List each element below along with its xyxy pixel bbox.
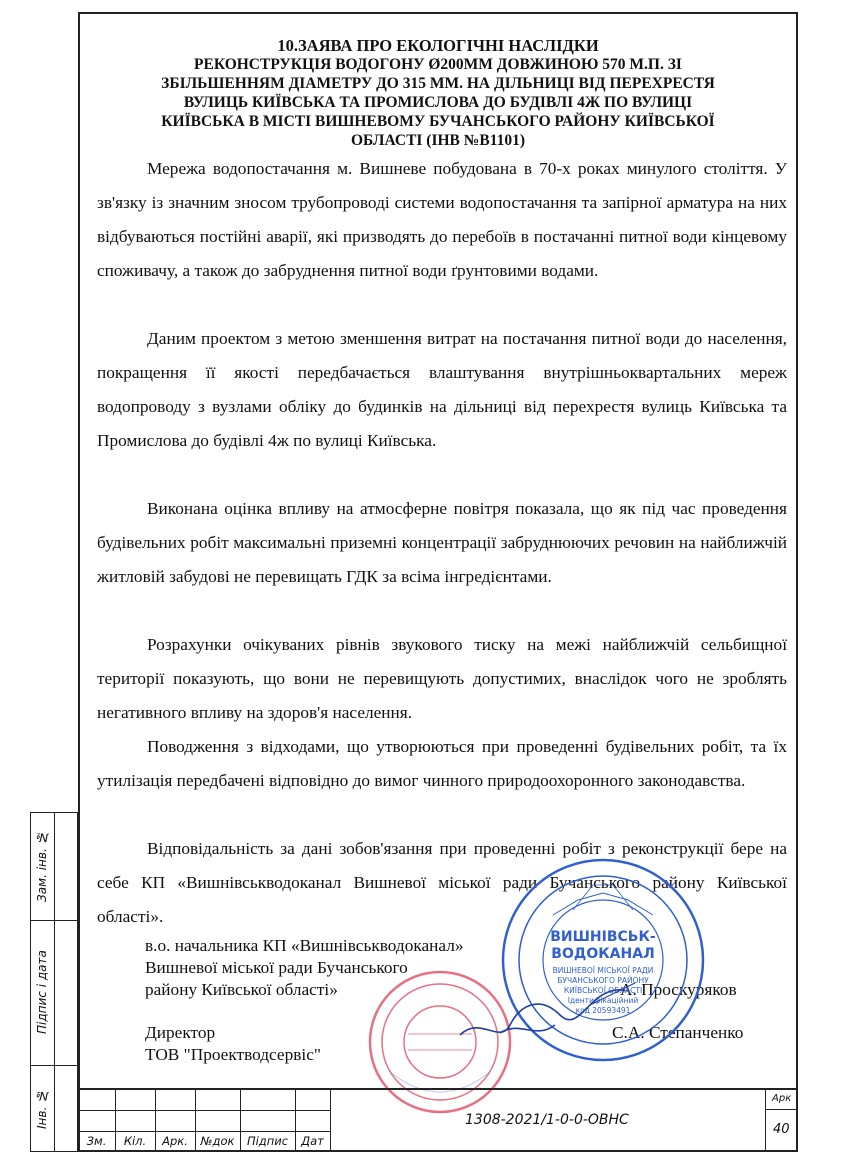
title-line: ВУЛИЦЬ КИЇВСЬКА ТА ПРОМИСЛОВА ДО БУДІВЛІ 4Ж ПО ВУЛИЦІ bbox=[183, 94, 693, 111]
paragraph: Розрахунки очікуваних рівнів звукового тиску на межі найближчій сельбищної території показують, що вони не перевищують допустимих, внаслідок чого не зроблять негативного впливу на здоров'я населення. bbox=[97, 635, 787, 722]
title-line: 10.ЗАЯВА ПРО ЕКОЛОГІЧНІ НАСЛІДКИ bbox=[277, 36, 599, 55]
tb-header: Арк. bbox=[162, 1134, 188, 1148]
tb-col-line bbox=[765, 1088, 766, 1152]
head-position: Вишневої міської ради Бучанського bbox=[145, 958, 408, 977]
paragraph: Виконана оцінка впливу на атмосферне повітря показала, що як під час проведення будівельних робіт максимальні приземні концентрації забруднюючих речовин на найближчій житловій забудові не перевищать ГДК за всіма інгредієнтами. bbox=[97, 499, 787, 586]
title-line: ОБЛАСТІ (ІНВ №В1101) bbox=[350, 132, 525, 149]
seal-text: ВИШНІВСЬК- bbox=[550, 929, 656, 945]
director-company: ТОВ "Проектводсервіс" bbox=[145, 1045, 321, 1064]
tb-col-line bbox=[330, 1088, 331, 1152]
tb-header: Зм. bbox=[86, 1134, 107, 1148]
director-name: С.А. Степанченко bbox=[612, 1023, 744, 1042]
document-title bbox=[86, 36, 790, 150]
tb-header: Кіл. bbox=[123, 1134, 147, 1148]
sheet-number: 40 bbox=[773, 1122, 790, 1137]
paragraph: Поводження з відходами, що утворюються при проведенні будівельних робіт, та їх утилізація передбачені відповідно до вимог чинного природоохоронного законодавства. bbox=[97, 737, 787, 790]
paragraph: Мережа водопостачання м. Вишневе побудована в 70-х роках минулого століття. У зв'язку із значним зносом трубопроводі системи водопостачання та запірної арматура на них відбуваються постійні аварії, які призводять до перебоїв в постачанні питної води кінцевому споживачу, а також до забруднення питної води ґрунтовими водами. bbox=[97, 159, 787, 280]
inv-label: Інв. № bbox=[35, 1088, 49, 1129]
seal-text: код 20593491 bbox=[575, 1006, 631, 1015]
handwritten-signature bbox=[440, 975, 643, 1055]
seal-text: БУЧАНСЬКОГО РАЙОНУ bbox=[557, 976, 649, 985]
paragraph: Даним проектом з метою зменшення витрат на постачання питної води до населення, покращення її якості передбачається влаштування внутрішньоквартальних мереж водопроводу з вузлами обліку до будинків на дільниці від перехрестя вулиць Київська та Промислова до будівлі 4ж по вулиці Київська. bbox=[97, 329, 787, 450]
side-inner-line bbox=[54, 812, 55, 1152]
tb-row-line bbox=[765, 1109, 798, 1110]
title-line: РЕКОНСТРУКЦІЯ ВОДОГОНУ Ø200ММ ДОВЖИНОЮ 570 М.П. ЗІ bbox=[194, 56, 682, 73]
zam-inv-label: Зам. інв. № bbox=[35, 830, 49, 902]
seal-text: Ідентифікаційний bbox=[567, 996, 639, 1005]
tb-header: Підпис bbox=[246, 1134, 289, 1148]
head-position: в.о. начальника КП «Вишнівськводоканал» bbox=[145, 936, 464, 955]
title-line: КИЇВСЬКА В МІСТІ ВИШНЕВОМУ БУЧАНСЬКОГО РАЙОНУ КИЇВСЬКОЇ bbox=[161, 113, 715, 130]
head-name: А. Проскуряков bbox=[620, 980, 737, 999]
tb-header: Дат bbox=[301, 1134, 324, 1148]
director-position: Директор bbox=[145, 1023, 216, 1042]
pidpys-data-label: Підпис і дата bbox=[35, 950, 49, 1035]
seal-text: ВОДОКАНАЛ bbox=[551, 946, 655, 962]
document-code: 1308-2021/1-0-0-ОВНС bbox=[465, 1112, 629, 1128]
seal-text: ВИШНЕВОЇ МІСЬКОЇ РАДИ bbox=[552, 966, 654, 975]
head-position: району Київської області» bbox=[145, 980, 338, 999]
director-signature-block bbox=[145, 1022, 321, 1066]
paragraph: Відповідальність за дані зобов'язання при проведенні робіт з реконструкції бере на себе КП «Вишнівськводоканал Вишневої міської ради Бучанського району Київської області». bbox=[97, 839, 787, 926]
seal-text: КИЇВСЬКОЇ ОБЛАСТІ bbox=[563, 986, 643, 995]
tb-header: №док bbox=[200, 1134, 235, 1148]
sheet-label: Арк bbox=[772, 1093, 792, 1104]
title-line: ЗБІЛЬШЕННЯМ ДІАМЕТРУ ДО 315 ММ. НА ДІЛЬНИЦІ ВІД ПЕРЕХРЕСТЯ bbox=[161, 75, 715, 92]
